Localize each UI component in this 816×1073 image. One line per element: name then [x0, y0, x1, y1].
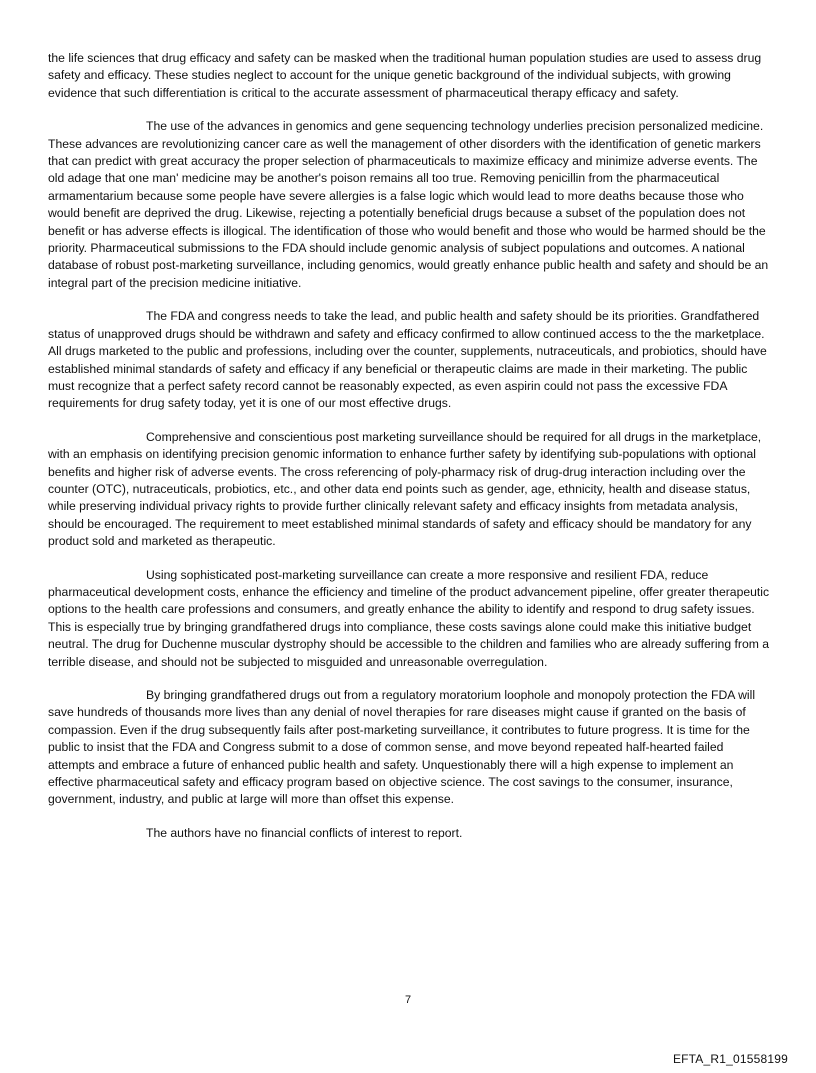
paragraph-continuation: the life sciences that drug efficacy and safety can be masked when the traditional human population studies are used to assess drug safety and efficacy. These studies neglect to account for the unique genetic background of the individual subjects, with growing evidence that such differentiation is critical to the accurate assessment of pharmaceutical therapy efficacy and safety.	[48, 51, 762, 100]
paragraph-genomics: The use of the advances in genomics and gene sequencing technology underlies precision personalized medicine. These advances are revolutionizing cancer care as well the management of other disorders with the identification of genetic markers that can predict with great accuracy the proper selection of pharmaceuticals to maximize efficacy and minimize adverse events. The old adage that one man' medicine may be another's poison remains all too true. Removing penicillin from the pharmaceutical armamentarium because some people have severe allergies is a false logic which would lead to more deaths because those who would benefit are deprived the drug. Likewise, rejecting a potentially beneficial drugs because a subset of the population does not benefit or has adverse effects is illogical. The identification of those who would benefit and those who would be harmed should be the priority. Pharmaceutical submissions to the FDA should include genomic analysis of subject populations and outcomes. A national database of robust post-marketing surveillance, including genomics, would greatly enhance public health and safety and should be an integral part of the precision medicine initiative.	[48, 119, 769, 290]
paragraph-post-marketing: Comprehensive and conscientious post marketing surveillance should be required for all drugs in the marketplace, with an emphasis on identifying precision genomic information to enhance further safety by identifying sub-populations with optional benefits and higher risk of adverse events. The cross referencing of poly-pharmacy risk of drug-drug interaction including over the counter (OTC), nutraceuticals, probiotics, etc., and other data end points such as gender, age, ethnicity, health and disease status, while preserving individual privacy rights to provide further clinically relevant safety and efficacy insights from metadata analysis, should be encouraged. The requirement to meet established minimal standards of safety and efficacy should be mandatory for any product sold and marketed as therapeutic.	[48, 429, 762, 549]
paragraph-grandfathered-drugs: By bringing grandfathered drugs out from a regulatory moratorium loophole and monopoly protection the FDA will save hundreds of thousands more lives than any denial of novel therapies for rare diseases might cause if granted on the basis of compassion. Even if the drug subsequently fails after post-marketing surveillance, it contributes to future progress. It is time for the public to insist that the FDA and Congress submit to a dose of common sense, and move beyond repeated half-hearted failed attempts and embrace a future of enhanced public health and safety. Unquestionably there will a high expense to implement an effective pharmaceutical safety and efficacy program based on objective science. The cost savings to the consumer, insurance, government, industry, and public at large will more than offset this expense.	[48, 688, 756, 807]
document-body	[48, 50, 770, 842]
paragraph-conflict-statement: The authors have no financial conflicts of interest to report.	[146, 825, 463, 840]
page-number: 7	[404, 994, 412, 1006]
paragraph-fda-congress: The FDA and congress needs to take the lead, and public health and safety should be its priorities. Grandfathered status of unapproved drugs should be withdrawn and safety and efficacy confirmed to allow continued access to the the marketplace. All drugs marketed to the public and professions, including over the counter, supplements, nutraceuticals, and probiotics, should have established minimal standards of safety and efficacy if any beneficial or therapeutic claims are made in their marketing. The public must recognize that a perfect safety record cannot be reasonably expected, as even aspirin could not pass the excessive FDA requirements for drug safety today, yet it is one of our most effective drugs.	[48, 309, 767, 411]
paragraph-surveillance-benefits: Using sophisticated post-marketing surveillance can create a more responsive and resilient FDA, reduce pharmaceutical development costs, enhance the efficiency and timeline of the product advancement pipeline, offer greater therapeutic options to the health care professions and consumers, and greatly enhance the ability to identify and respond to drug safety issues. This is especially true by bringing grandfathered drugs into compliance, these costs savings alone could make this initiative budget neutral. The drug for Duchenne muscular dystrophy should be accessible to the children and families who are already suffering from a terrible disease, and should not be subjected to misguided and unreasonable overregulation.	[48, 567, 770, 669]
bates-number: EFTA_R1_01558199	[672, 1052, 788, 1066]
